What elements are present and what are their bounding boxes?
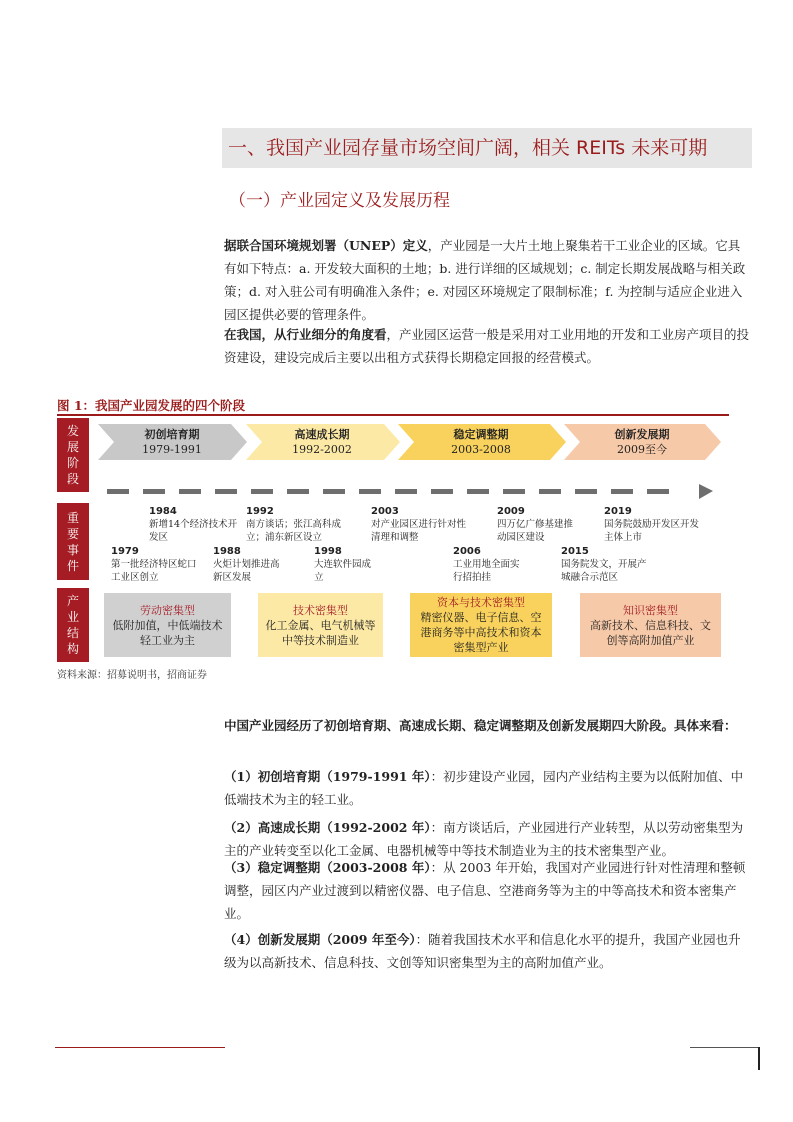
side-label-events: 重要事件 [57, 503, 89, 580]
event-2009: 2009 四万亿广修基建推动园区建设 [497, 506, 574, 543]
structure-title: 资本与技术密集型 [437, 596, 525, 609]
phase-label-2 [258, 424, 386, 460]
stage-1-lead: （1）初创培育期（1979-1991 年） [224, 769, 431, 784]
intro-p2-lead: 在我国，从行业细分的角度看 [224, 327, 387, 342]
structure-box-4 [580, 593, 721, 657]
intro-p1-lead: 据联合国环境规划署（UNEP）定义 [224, 238, 428, 253]
structure-desc: 高新技术、信息科技、文创等高附加值产业 [590, 618, 711, 647]
event-1998: 1998 大连软件园成立 [314, 546, 372, 583]
timeline-dash [323, 489, 345, 494]
timeline-dash [107, 489, 129, 494]
event-1984: 1984 新增14个经济技术开发区 [149, 506, 238, 543]
event-2019: 2019 国务院鼓励开发区开发主体上市 [604, 506, 700, 543]
phase-name: 初创培育期 [144, 428, 200, 441]
footer-marker [758, 1047, 760, 1070]
timeline-dash [575, 489, 597, 494]
stage-4-lead: （4）创新发展期（2009 年至今） [224, 932, 416, 947]
footer-rule-left [55, 1047, 225, 1048]
phase-label-3 [410, 424, 552, 460]
event-1979: 1979 第一批经济特区蛇口工业区创立 [111, 546, 197, 583]
stage-3-lead: （3）稳定调整期（2003-2008 年） [224, 860, 431, 875]
event-2015: 2015 国务院发文，开展产城融合示范区 [561, 546, 647, 583]
footer-rule-right [690, 1047, 758, 1048]
stage-3-text: ：从 2003 年开始，我国对产业园进行针对性清理和整顿调整，园区内产业过渡到以精密仪器、电子信息、空港商务等为主的中等高技术和资本密集产业。 [224, 860, 746, 921]
timeline-dash [611, 489, 633, 494]
structure-title: 知识密集型 [623, 603, 678, 617]
structure-box-3 [410, 593, 552, 657]
summary-paragraph: 中国产业园经历了初创培育期、高速成长期、稳定调整期及创新发展期四大阶段。具体来看： [224, 718, 737, 733]
stage-1-paragraph [224, 765, 752, 811]
phase-name: 创新发展期 [614, 428, 670, 441]
phase-years: 2003-2008 [451, 443, 511, 456]
phase-years: 1979-1991 [142, 443, 202, 456]
structure-box-2 [258, 593, 383, 657]
timeline-dash [647, 489, 669, 494]
structure-desc: 精密仪器、电子信息、空港商务等中高技术和资本密集型产业 [420, 611, 542, 654]
intro-p2-text: ，产业园区运营一般是采用对工业用地的开发和工业房产项目的投资建设，建设完成后主要以出租方式获得长期稳定回报的经营模式。 [224, 327, 750, 365]
timeline-dash [395, 489, 417, 494]
event-2006: 2006 工业用地全面实行招拍挂 [453, 546, 520, 583]
timeline-dash [431, 489, 453, 494]
structure-desc: 化工金属、电气机械等中等技术制造业 [265, 618, 376, 647]
stage-1-text: ：初步建设产业园，园内产业结构主要为以低附加值、中低端技术为主的轻工业。 [224, 769, 744, 807]
figure-source: 资料来源：招募说明书，招商证券 [57, 670, 207, 681]
timeline-dash [179, 489, 201, 494]
phase-name: 稳定调整期 [453, 428, 509, 441]
phase-name: 高速成长期 [294, 428, 350, 441]
intro-p1-text: ，产业园是一大片土地上聚集若干工业企业的区域。它具有如下特点：a. 开发较大面积的土地；b. 进行详细的区域规划；c. 制定长期发展战略与相关政策；d. 对入驻公司有明确准入条件；e. 对园区环境规定了限制标准；f. 为控制与适应企业进入园区提供必要的管理条件。 [224, 238, 746, 322]
structure-title: 技术密集型 [293, 603, 348, 617]
stage-4-paragraph [224, 928, 752, 974]
timeline-dash [467, 489, 489, 494]
section-heading: 一、我国产业园存量市场空间广阔，相关 REITs 未来可期 [222, 128, 752, 168]
timeline-dash [503, 489, 525, 494]
timeline-dash [251, 489, 273, 494]
stage-2-lead: （2）高速成长期（1992-2002 年） [224, 820, 431, 835]
stage-3-paragraph [224, 856, 752, 925]
structure-desc: 低附加值，中低端技术轻工业为主 [112, 618, 223, 647]
figure-title: 图 1：我国产业园发展的四个阶段 [57, 398, 246, 413]
phase-years: 1992-2002 [292, 443, 352, 456]
event-2003: 2003 对产业园区进行针对性清理和调整 [371, 506, 467, 543]
structure-box-1 [104, 593, 231, 657]
phase-label-1 [110, 424, 234, 460]
event-1988: 1988 火炬计划推进高新区发展 [213, 546, 280, 583]
timeline-dash [143, 489, 165, 494]
subsection-heading: （一）产业园定义及发展历程 [229, 191, 450, 211]
phase-label-4 [576, 424, 708, 460]
timeline-dash [215, 489, 237, 494]
stage-2-text: ：南方谈话后，产业园进行产业转型，从以劳动密集型为主的产业转变至以化工金属、电器机械等中等技术制造业为主的技术密集型产业。 [224, 820, 744, 858]
phase-years: 2009至今 [617, 443, 667, 456]
event-1992: 1992 南方谈话；张江高科成立；浦东新区设立 [246, 506, 342, 543]
stage-4-text: ：随着我国技术水平和信息化水平的提升，我国产业园也升级为以高新技术、信息科技、文创等知识密集型为主的高附加值产业。 [224, 932, 741, 970]
timeline-dash [287, 489, 309, 494]
timeline-arrowhead [699, 484, 713, 499]
timeline-dash [539, 489, 561, 494]
side-label-structure: 产业结构 [57, 588, 89, 662]
side-label-stages: 发展阶段 [57, 418, 89, 492]
timeline-dash [359, 489, 381, 494]
structure-title: 劳动密集型 [140, 603, 195, 617]
